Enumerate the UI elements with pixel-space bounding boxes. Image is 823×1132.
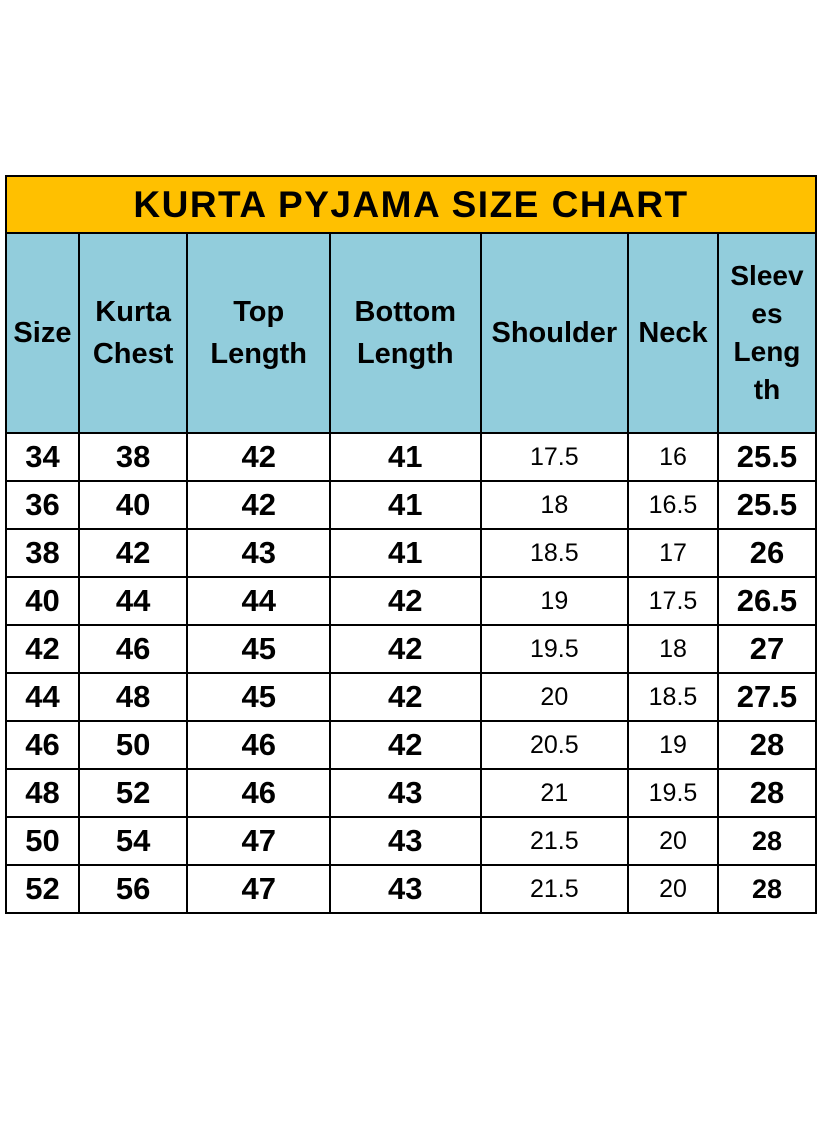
table-cell: 52 (79, 769, 188, 817)
chart-title: KURTA PYJAMA SIZE CHART (133, 183, 689, 225)
table-cell: 20 (628, 865, 718, 913)
table-cell: 25.5 (718, 481, 816, 529)
table-cell: 42 (330, 673, 481, 721)
table-cell: 16 (628, 433, 718, 481)
table-cell: 20 (481, 673, 628, 721)
chart-title-banner (5, 175, 817, 232)
table-row (6, 817, 816, 865)
table-cell: 50 (6, 817, 79, 865)
column-header-top-length: Top Length (187, 233, 330, 433)
table-cell: 43 (330, 769, 481, 817)
table-cell: 41 (330, 529, 481, 577)
table-cell: 43 (330, 817, 481, 865)
table-cell: 18 (628, 625, 718, 673)
column-header-kurta-chest: Kurta Chest (79, 233, 188, 433)
table-cell: 41 (330, 481, 481, 529)
table-cell: 28 (718, 769, 816, 817)
table-cell: 27 (718, 625, 816, 673)
table-cell: 36 (6, 481, 79, 529)
table-cell: 54 (79, 817, 188, 865)
table-row (6, 865, 816, 913)
table-cell: 45 (187, 673, 330, 721)
table-cell: 44 (187, 577, 330, 625)
table-cell: 19.5 (628, 769, 718, 817)
table-cell: 18.5 (628, 673, 718, 721)
table-cell: 43 (187, 529, 330, 577)
table-cell: 17.5 (481, 433, 628, 481)
table-cell: 38 (6, 529, 79, 577)
table-cell: 17.5 (628, 577, 718, 625)
table-cell: 50 (79, 721, 188, 769)
table-cell: 27.5 (718, 673, 816, 721)
table-cell: 42 (330, 625, 481, 673)
table-row (6, 673, 816, 721)
table-cell: 41 (330, 433, 481, 481)
table-cell: 16.5 (628, 481, 718, 529)
table-cell: 47 (187, 817, 330, 865)
table-cell: 44 (79, 577, 188, 625)
table-row (6, 769, 816, 817)
table-cell: 21.5 (481, 817, 628, 865)
table-row (6, 433, 816, 481)
table-cell: 18.5 (481, 529, 628, 577)
table-cell: 17 (628, 529, 718, 577)
table-cell: 42 (187, 433, 330, 481)
table-cell: 26 (718, 529, 816, 577)
table-row (6, 721, 816, 769)
table-cell: 20.5 (481, 721, 628, 769)
table-cell: 26.5 (718, 577, 816, 625)
table-cell: 28 (718, 865, 816, 913)
table-cell: 34 (6, 433, 79, 481)
table-cell: 18 (481, 481, 628, 529)
table-row (6, 481, 816, 529)
table-cell: 56 (79, 865, 188, 913)
table-cell: 19 (628, 721, 718, 769)
table-header-row (6, 233, 816, 433)
size-chart-table (5, 232, 817, 914)
table-cell: 46 (187, 721, 330, 769)
table-cell: 19 (481, 577, 628, 625)
table-cell: 40 (6, 577, 79, 625)
table-cell: 42 (79, 529, 188, 577)
table-cell: 48 (6, 769, 79, 817)
table-cell: 40 (79, 481, 188, 529)
column-header-neck: Neck (628, 233, 718, 433)
table-cell: 38 (79, 433, 188, 481)
table-row (6, 529, 816, 577)
table-cell: 42 (187, 481, 330, 529)
table-cell: 19.5 (481, 625, 628, 673)
table-cell: 43 (330, 865, 481, 913)
table-cell: 46 (79, 625, 188, 673)
column-header-sleeves-length: Sleeves Length (718, 233, 816, 433)
table-cell: 28 (718, 721, 816, 769)
table-cell: 42 (330, 721, 481, 769)
table-cell: 21.5 (481, 865, 628, 913)
table-cell: 44 (6, 673, 79, 721)
column-header-size: Size (6, 233, 79, 433)
table-cell: 20 (628, 817, 718, 865)
table-cell: 42 (6, 625, 79, 673)
table-cell: 21 (481, 769, 628, 817)
table-cell: 28 (718, 817, 816, 865)
column-header-bottom-length: Bottom Length (330, 233, 481, 433)
size-chart (5, 175, 817, 914)
table-cell: 25.5 (718, 433, 816, 481)
table-cell: 52 (6, 865, 79, 913)
table-row (6, 577, 816, 625)
table-cell: 48 (79, 673, 188, 721)
table-body (6, 433, 816, 913)
column-header-shoulder: Shoulder (481, 233, 628, 433)
table-cell: 47 (187, 865, 330, 913)
table-cell: 46 (6, 721, 79, 769)
table-cell: 42 (330, 577, 481, 625)
table-row (6, 625, 816, 673)
table-cell: 46 (187, 769, 330, 817)
table-cell: 45 (187, 625, 330, 673)
